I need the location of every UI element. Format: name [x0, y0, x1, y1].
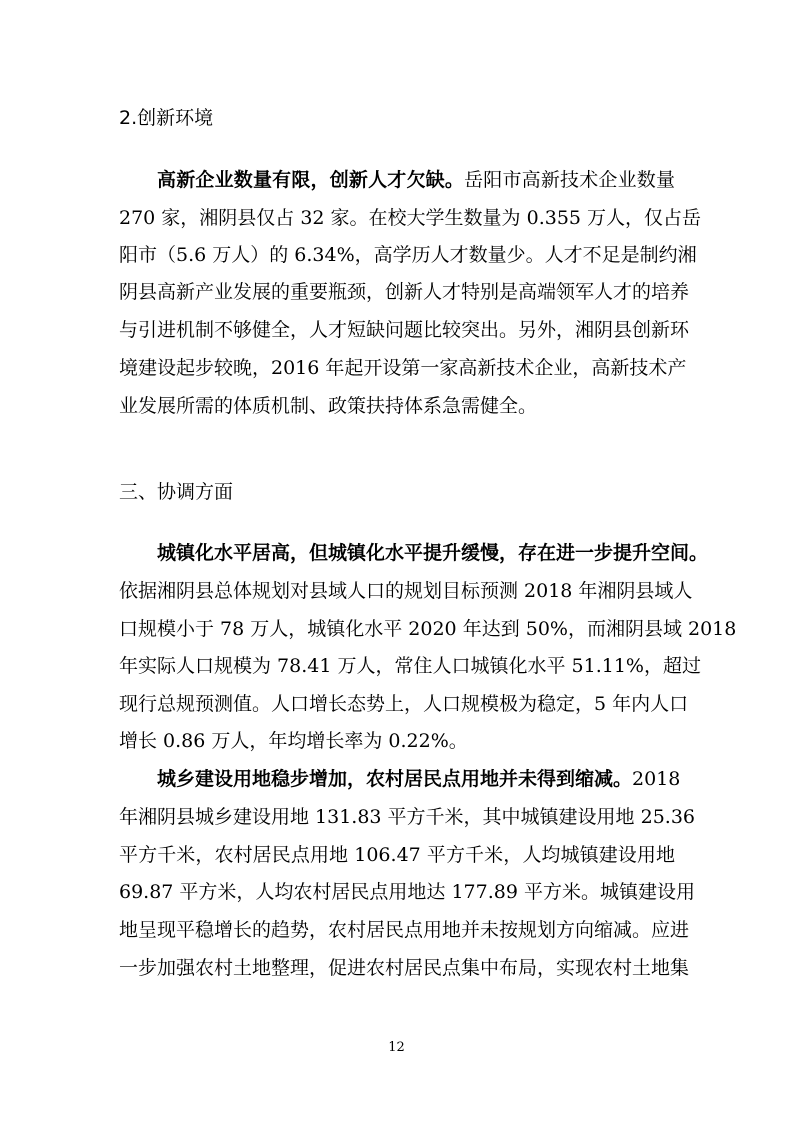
paragraph-line: 年实际人口规模为 78.41 万人，常住人口城镇化水平 51.11%，超过 — [119, 655, 701, 677]
paragraph-lead: 高新企业数量有限，创新人才欠缺。 — [157, 169, 465, 191]
paragraph-line: 现行总规预测值。人口增长态势上，人口规模极为稳定，5 年内人口 — [119, 693, 689, 715]
section-heading-innovation: 2.创新环境 — [119, 107, 214, 129]
paragraph-lead: 城镇化水平居高，但城镇化水平提升缓慢，存在进一步提升空间。 — [157, 542, 709, 564]
paragraph-line: 270 家，湘阴县仅占 32 家。在校大学生数量为 0.355 万人，仅占岳 — [119, 207, 702, 229]
paragraph-line: 69.87 平方米，人均农村居民点用地达 177.89 平方米。城镇建设用 — [119, 881, 695, 903]
paragraph-line: 口规模小于 78 万人，城镇化水平 2020 年达到 50%，而湘阴县域 2018 — [119, 618, 737, 640]
paragraph-line: 一步加强农村土地整理，促进农村居民点集中布局，实现农村土地集 — [119, 957, 690, 979]
paragraph-line: 增长 0.86 万人，年均增长率为 0.22%。 — [119, 730, 468, 752]
paragraph-text: 2018 — [632, 768, 681, 790]
paragraph-line: 与引进机制不够健全，人才短缺问题比较突出。另外，湘阴县创新环 — [119, 319, 690, 341]
paragraph-line: 境建设起步较晚，2016 年起开设第一家高新技术企业，高新技术产 — [119, 357, 687, 379]
paragraph-line: 地呈现平稳增长的趋势，农村居民点用地并未按规划方向缩减。应进 — [119, 919, 690, 941]
paragraph-line: 依据湘阴县总体规划对县域人口的规划目标预测 2018 年湘阴县域人 — [119, 580, 693, 602]
paragraph-line: 年湘阴县城乡建设用地 131.83 平方千米，其中城镇建设用地 25.36 — [119, 806, 695, 828]
page-number: 12 — [388, 1040, 405, 1055]
paragraph-line: 业发展所需的体质机制、政策扶持体系急需健全。 — [119, 395, 538, 417]
paragraph-line: 平方千米，农村居民点用地 106.47 平方千米，人均城镇建设用地 — [119, 844, 675, 866]
section-heading-coordination: 三、协调方面 — [119, 481, 234, 503]
paragraph-line: 阳市（5.6 万人）的 6.34%，高学历人才数量少。人才不足是制约湘 — [119, 244, 697, 266]
paragraph-line — [157, 168, 675, 192]
paragraph-lead: 城乡建设用地稳步增加，农村居民点用地并未得到缩减。 — [157, 768, 633, 790]
paragraph-line — [157, 541, 709, 565]
paragraph-text: 岳阳市高新技术企业数量 — [464, 169, 675, 191]
paragraph-line — [157, 767, 681, 791]
paragraph-line: 阴县高新产业发展的重要瓶颈，创新人才特别是高端领军人才的培养 — [119, 281, 690, 303]
